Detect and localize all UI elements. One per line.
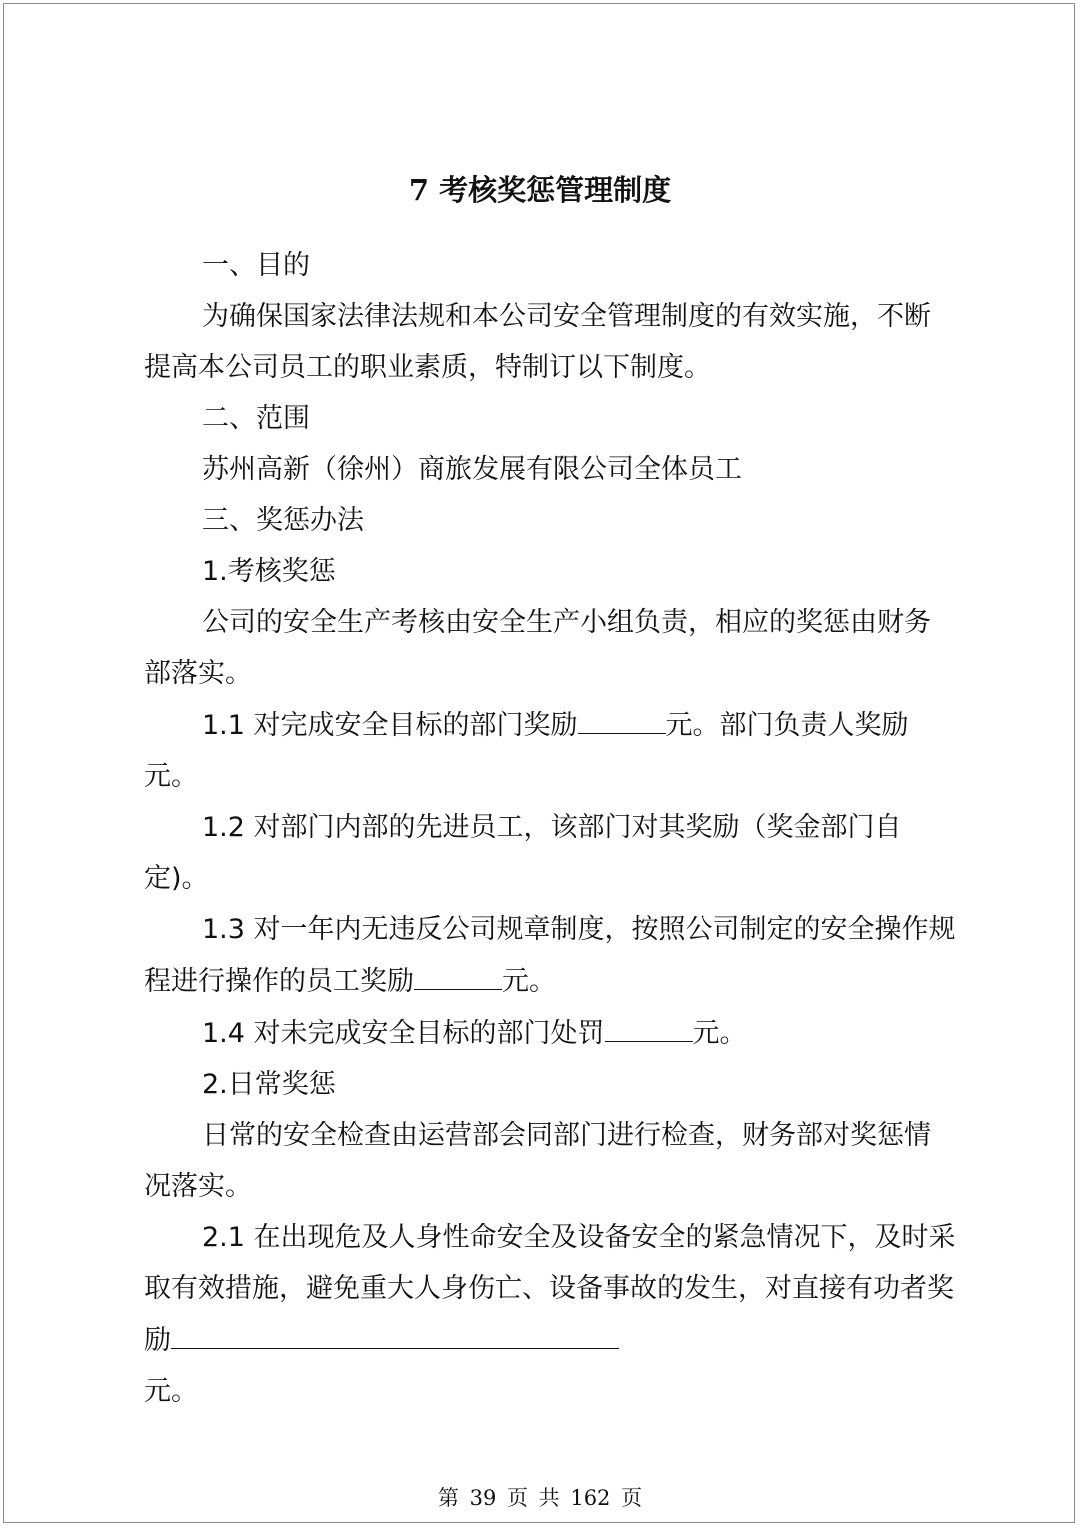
clause-2-1-text-a: 2.1 在出现危及人身性命安全及设备安全的紧急情况下，及时采取有效措施，避免重大人身伤亡、设备事故的发生，对直接有功者奖励 <box>144 1222 956 1356</box>
clause-1-4-text-b: 元。 <box>692 1018 747 1049</box>
blank-line <box>578 699 666 734</box>
clause-1-2: 1.2 对部门内部的先进员工，该部门对其奖励（奖金部门自定)。 <box>144 812 902 894</box>
subsection-heading-assessment: 1.考核奖惩 <box>202 556 336 587</box>
blank-line <box>414 955 502 990</box>
section-heading-purpose: 一、目的 <box>202 250 310 281</box>
clause-1-3-text-a: 1.3 对一年内无违反公司规章制度，按照公司制定的安全操作规程进行操作的员工奖励 <box>144 914 956 997</box>
section-body-purpose: 为确保国家法律法规和本公司安全管理制度的有效实施，不断提高本公司员工的职业素质，特制订以下制度。 <box>144 301 931 383</box>
page-number-footer: 第 39 页 共 162 页 <box>437 1486 643 1510</box>
blank-line <box>171 1314 619 1349</box>
section-heading-rewards: 三、奖惩办法 <box>202 505 364 536</box>
subsection-body-daily: 日常的安全检查由运营部会同部门进行检查，财务部对奖惩情况落实。 <box>144 1120 931 1202</box>
clause-2-1-tail: 元。 <box>144 1376 198 1407</box>
section-heading-scope: 二、范围 <box>202 403 310 434</box>
clause-1-3-text-b: 元。 <box>502 966 556 997</box>
clause-1-1-text-b: 元。部门负责人奖励 <box>665 710 909 741</box>
clause-1-1-text-c: 元。 <box>144 761 198 792</box>
clause-1-4-text-a: 1.4 对未完成安全目标的部门处罚 <box>202 1018 605 1049</box>
subsection-body-assessment: 公司的安全生产考核由安全生产小组负责，相应的奖惩由财务部落实。 <box>144 607 931 689</box>
clause-1-1-text-a: 1.1 对完成安全目标的部门奖励 <box>202 710 578 741</box>
clause-1-1 <box>144 699 956 802</box>
clause-1-4 <box>144 1007 956 1059</box>
clause-1-3 <box>144 904 956 1007</box>
document-title: 7 考核奖惩管理制度 <box>408 173 672 207</box>
section-body-scope: 苏州高新（徐州）商旅发展有限公司全体员工 <box>202 454 742 485</box>
blank-line <box>605 1007 693 1042</box>
document-body <box>144 240 956 1417</box>
subsection-heading-daily: 2.日常奖惩 <box>202 1069 336 1100</box>
clause-2-1 <box>144 1212 956 1366</box>
